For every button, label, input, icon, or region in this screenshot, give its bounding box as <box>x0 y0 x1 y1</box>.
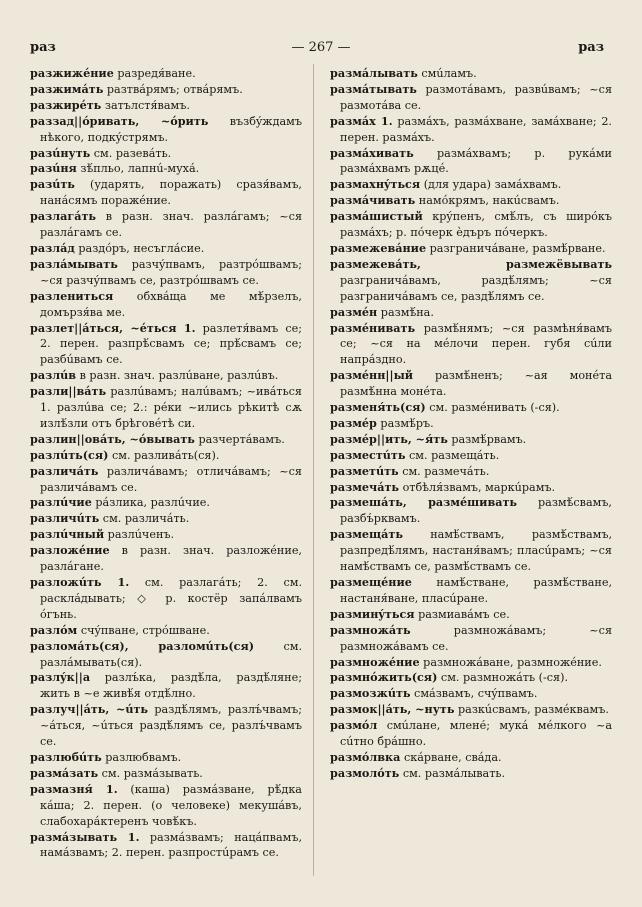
entry-headword: размещéние <box>330 575 412 589</box>
entry-headword: разлин||овáть, ~óвывать <box>30 431 195 446</box>
entry-translation: обхвáща ме мѣ́рзелъ, домързя́ва ме. <box>40 289 302 319</box>
dictionary-entry <box>30 511 302 527</box>
entry-headword: размéн <box>330 304 378 319</box>
page-header <box>0 40 642 60</box>
entry-headword: размножéние <box>330 654 420 669</box>
dictionary-entry <box>330 193 612 209</box>
entry-translation: смúламъ. <box>417 67 477 80</box>
entry-translation: намѣ́стване, размѣ́стване, настаня́ване, пласúране. <box>340 576 612 605</box>
page-number: — 267 — <box>291 40 351 55</box>
entry-translation: (ударять, поражать) сразя́вамъ, нанáсямъ поражéние. <box>40 178 302 208</box>
dictionary-entry <box>330 177 612 193</box>
entry-headword: разлениться <box>30 288 114 303</box>
entry-headword: разúть <box>30 177 75 192</box>
entry-headword: размáтывать <box>330 81 417 96</box>
entry-translation: раздѣ́лямъ, разлъ́чвамъ; ~áться, ~úться раздѣ́лямъ се, разлъ́чвамъ се. <box>40 703 302 749</box>
entry-headword: разломáть(ся), разломúть(ся) <box>30 638 255 653</box>
entry-headword: размножáть <box>330 622 411 637</box>
left-column <box>30 66 302 861</box>
entry-headword: разлагáть <box>30 209 96 224</box>
dictionary-entry <box>330 575 612 607</box>
dictionary-entry <box>330 480 612 496</box>
entry-headword: размахнýться <box>330 177 421 192</box>
entry-translation: раздóръ, несъглáсие. <box>74 241 205 255</box>
dictionary-entry <box>330 718 612 750</box>
entry-headword: разúня <box>30 161 77 176</box>
entry-translation: размножáвамъ; ~ся размножáвамъ се. <box>340 623 612 653</box>
entry-translation: разтвáрямъ; отвáрямъ. <box>103 82 243 96</box>
dictionary-entry <box>30 321 302 369</box>
entry-translation: размѣ́нямъ; ~ся размѣня́вамъ се; ~ся на мéлочи перен. губя сúли напрáздно. <box>340 321 612 367</box>
entry-headword: различúть <box>30 511 100 526</box>
entry-headword: разлúчный <box>30 527 105 542</box>
entry-headword: размáзывать 1. <box>30 829 140 844</box>
dictionary-entry <box>330 82 612 114</box>
entry-headword: размáлывать <box>330 66 418 80</box>
dictionary-entry <box>30 146 302 162</box>
entry-headword: различáть <box>30 463 99 478</box>
entry-translation: см. размножáть (-ся). <box>437 671 569 685</box>
entry-translation: разлúченъ. <box>104 528 175 542</box>
entry-headword: размéр||ить, ~я́ть <box>330 431 448 446</box>
dictionary-entry <box>30 289 302 321</box>
dictionary-entry <box>30 432 302 448</box>
dictionary-entry <box>30 98 302 114</box>
entry-translation: размѣ́ненъ; ~ая монéта размѣ́нна монéта. <box>340 369 612 399</box>
entry-translation: размѣ́ръ. <box>376 416 434 430</box>
dictionary-entry <box>30 495 302 511</box>
entry-headword: разжирéть <box>30 97 102 112</box>
entry-translation: разграничáване, размѣ́рване. <box>426 241 606 255</box>
entry-headword: разлет||áться, ~éться 1. <box>30 320 196 335</box>
dictionary-entry <box>30 830 302 862</box>
entry-translation: размáхъ, размáхване, замáхване; 2. перен. размáхъ. <box>340 114 612 144</box>
entry-headword: размнóжить(ся) <box>330 670 438 685</box>
entry-translation: размѣ́свамъ, разбъ́рквамъ. <box>340 496 612 526</box>
entry-headword: раззад||óривать, ~óрить <box>30 113 209 128</box>
dictionary-entry <box>30 464 302 496</box>
entry-headword: разложéние <box>30 543 110 558</box>
entry-headword: размолóть <box>330 765 400 780</box>
entry-headword: разжижéние <box>30 66 114 80</box>
dictionary-entry <box>330 448 612 464</box>
entry-headword: разлуч||áть, ~úть <box>30 702 149 717</box>
entry-headword: разлáд <box>30 240 75 255</box>
entry-translation: разредя́ване. <box>113 67 196 80</box>
right-column <box>330 66 612 782</box>
entry-headword: размещáть <box>330 527 403 542</box>
entry-headword: размéр <box>330 415 377 430</box>
entry-translation: зѣ́пльо, лапнú-мухá. <box>76 162 200 176</box>
entry-headword: размазня́ 1. <box>30 781 118 796</box>
entry-translation: разчýпвамъ, разтрóшвамъ; ~ся разчýпвамъ се, разтрóшвамъ се. <box>40 257 302 287</box>
entry-translation: размиавáмъ се. <box>414 607 510 621</box>
dictionary-entry <box>30 782 302 830</box>
dictionary-entry <box>30 241 302 257</box>
entry-translation: в разн. знач. разлúване, разлúвъ. <box>76 369 279 383</box>
entry-translation: разлюбвамъ. <box>101 750 182 764</box>
dictionary-entry <box>330 321 612 369</box>
entry-translation: в разн. знач. разложéние, разлáгане. <box>40 544 302 574</box>
dictionary-entry <box>30 209 302 241</box>
entry-translation: намѣ́ствамъ, размѣ́ствамъ, разпредѣ́лямъ, настаня́вамъ; пласúрамъ; ~ся намѣ́ствамъ се, размѣ́ствамъ се. <box>340 528 612 574</box>
entry-translation: разграничáвамъ, раздѣ́лямъ; ~ся разграничáвамъ се, раздѣ́лямъ се. <box>340 273 612 303</box>
entry-translation: в разн. знач. разлáгамъ; ~ся разлáгамъ се. <box>40 210 302 240</box>
entry-headword: разли||вáть <box>30 384 107 399</box>
dictionary-entry <box>330 146 612 178</box>
entry-translation: рáзлика, разлúчие. <box>91 496 210 510</box>
dictionary-entry <box>330 432 612 448</box>
dictionary-entry <box>30 766 302 782</box>
entry-translation: разчертáвамъ. <box>194 432 285 446</box>
entry-translation: см. размáлывать. <box>399 766 506 780</box>
dictionary-entry <box>330 114 612 146</box>
entry-translation: см. разевáть. <box>90 146 172 160</box>
entry-translation: крýпенъ, смѣ́лъ, съ широ́къ размáхъ; р. пóчерк ѐдъръ пóчеркъ. <box>340 210 612 240</box>
entry-headword: размáшистый <box>330 209 423 224</box>
dictionary-entry <box>30 114 302 146</box>
entry-translation: разлúвамъ; налúвамъ; ~ивáться 1. разлúва се; 2.: рéки ~ились рѣкитѣ сѫ излѣ́зли отъ брѣговéтѣ си. <box>40 385 302 430</box>
dictionary-entry <box>30 82 302 98</box>
entry-headword: разминýться <box>330 606 415 621</box>
entry-translation: затълстя́вамъ. <box>101 98 190 112</box>
entry-translation: счýпване, стрóшване. <box>77 623 210 637</box>
entry-headword: размóлвка <box>330 749 401 764</box>
entry-headword: размáзать <box>30 765 99 780</box>
entry-headword: размечáть <box>330 479 400 494</box>
dictionary-entry <box>330 527 612 575</box>
entry-translation: см. размáзывать. <box>98 766 203 780</box>
entry-translation: размотáвамъ, развúвамъ; ~ся размотáва се. <box>340 82 612 112</box>
entry-headword: разменя́ть(ся) <box>330 400 426 415</box>
entry-translation: размѣ́рвамъ. <box>447 432 527 446</box>
entry-headword: разлúв <box>30 368 77 383</box>
entry-headword: разлýк||а <box>30 670 91 685</box>
dictionary-entry <box>30 368 302 384</box>
entry-headword: размозжúть <box>330 686 411 701</box>
dictionary-entry <box>30 543 302 575</box>
entry-translation: см. размещáть. <box>405 448 500 462</box>
entry-translation: (для удара) замáхвамъ. <box>420 178 562 192</box>
entry-translation: (каша) размáзване, рѣ́дка кáша; 2. перен. (о человеке) мекушáвъ, слабохарáктеренъ човѣ́къ. <box>40 782 302 828</box>
entry-headword: размежевáние <box>330 240 427 255</box>
entry-headword: размок||áть, ~нуть <box>330 702 455 717</box>
entry-translation: размáхвамъ; р. рукáми размáхвамъ рѫцé. <box>340 146 612 176</box>
dictionary-entry <box>330 686 612 702</box>
dictionary-entry <box>330 766 612 782</box>
dictionary-entry <box>330 305 612 321</box>
entry-translation: смáзвамъ, счýпвамъ. <box>410 687 538 701</box>
entry-translation: смúлане, млене́; мукá мéлкого ~а сúтно брáшно. <box>340 719 612 749</box>
entry-headword: размежевáть, размежёвывать <box>330 256 612 271</box>
entry-translation: см. размéнивать (-ся). <box>425 401 560 415</box>
entry-headword: разместúть <box>330 447 406 462</box>
dictionary-entry <box>330 495 612 527</box>
entry-headword: разлóм <box>30 622 78 637</box>
entry-headword: разлúчие <box>30 495 92 510</box>
dictionary-entry <box>30 257 302 289</box>
dictionary-entry <box>330 702 612 718</box>
dictionary-entry <box>330 241 612 257</box>
dictionary-entry <box>30 575 302 623</box>
entry-headword: размéнн||ый <box>330 368 414 383</box>
entry-headword: размáх 1. <box>330 113 393 128</box>
entry-headword: разлюбúть <box>30 749 102 764</box>
dictionary-entry <box>330 623 612 655</box>
dictionary-entry <box>30 384 302 432</box>
dictionary-entry <box>30 623 302 639</box>
dictionary-entry <box>330 368 612 400</box>
dictionary-entry <box>330 670 612 686</box>
entry-headword: размáчивать <box>330 193 416 208</box>
entry-translation: различáвамъ; отличáвамъ; ~ся различáвамъ се. <box>40 464 302 494</box>
entry-translation: размáзвамъ; нацáпвамъ, намáзвамъ; 2. перен. разпростúрамъ се. <box>40 830 302 860</box>
entry-headword: разúнуть <box>30 145 91 160</box>
dictionary-entry <box>30 448 302 464</box>
entry-translation: разлетя́вамъ се; 2. перен. разпрѣ́свамъ се; прѣ́свамъ се; разбúвамъ се. <box>40 321 302 367</box>
entry-translation: см. разлагáть; 2. см. раскла́дывать; ◇ р. костёр запáлвамъ óгънь. <box>40 576 302 621</box>
header-left-guideword: раз <box>30 40 56 55</box>
dictionary-entry <box>330 400 612 416</box>
dictionary-entry <box>30 670 302 702</box>
dictionary-entry <box>330 750 612 766</box>
entry-translation: възбýждамъ нѣкого, подкýстрямъ. <box>40 114 302 144</box>
entry-headword: разжимáть <box>30 81 104 96</box>
entry-headword: размóл <box>330 718 378 733</box>
entry-headword: разлúть(ся) <box>30 447 109 462</box>
entry-translation: скáрване, свáда. <box>400 750 502 764</box>
entry-translation: размѣ́на. <box>377 305 434 319</box>
entry-translation: см. разлáмывать(ся). <box>40 639 302 669</box>
entry-translation: отбѣля́звамъ, маркúрамъ. <box>399 480 556 494</box>
entry-headword: размешáть, размéшивать <box>330 495 517 510</box>
entry-headword: размáхивать <box>330 145 414 160</box>
dictionary-entry <box>330 257 612 305</box>
header-right-guideword: раз <box>578 40 604 55</box>
dictionary-entry <box>30 161 302 177</box>
dictionary-entry <box>30 702 302 750</box>
dictionary-entry <box>330 209 612 241</box>
dictionary-entry <box>330 464 612 480</box>
dictionary-entry <box>30 750 302 766</box>
dictionary-entry <box>330 66 612 82</box>
dictionary-entry <box>30 177 302 209</box>
entry-translation: намóкрямъ, накúсвамъ. <box>415 194 560 208</box>
entry-translation: см. различáть. <box>99 512 190 526</box>
dictionary-entry <box>330 607 612 623</box>
entry-headword: размéнивать <box>330 320 416 335</box>
column-divider <box>313 64 314 876</box>
entry-translation: см. разливáть(ся). <box>108 448 220 462</box>
entry-translation: разлъ́ка, раздѣ́ла, раздѣ́ляне; жить в ~е живѣ́я отдѣ́лно. <box>40 671 302 701</box>
entry-headword: разметúть <box>330 463 399 478</box>
entry-translation: размножáване, размножéние. <box>419 655 602 669</box>
dictionary-entry <box>330 416 612 432</box>
dictionary-entry <box>330 655 612 671</box>
entry-headword: разложúть 1. <box>30 575 130 589</box>
dictionary-entry <box>30 639 302 671</box>
dictionary-entry <box>30 527 302 543</box>
entry-translation: см. размечáть. <box>398 464 490 478</box>
dictionary-entry <box>30 66 302 82</box>
entry-translation: разкúсвамъ, размéквамъ. <box>454 703 609 717</box>
entry-headword: разлáмывать <box>30 256 118 271</box>
